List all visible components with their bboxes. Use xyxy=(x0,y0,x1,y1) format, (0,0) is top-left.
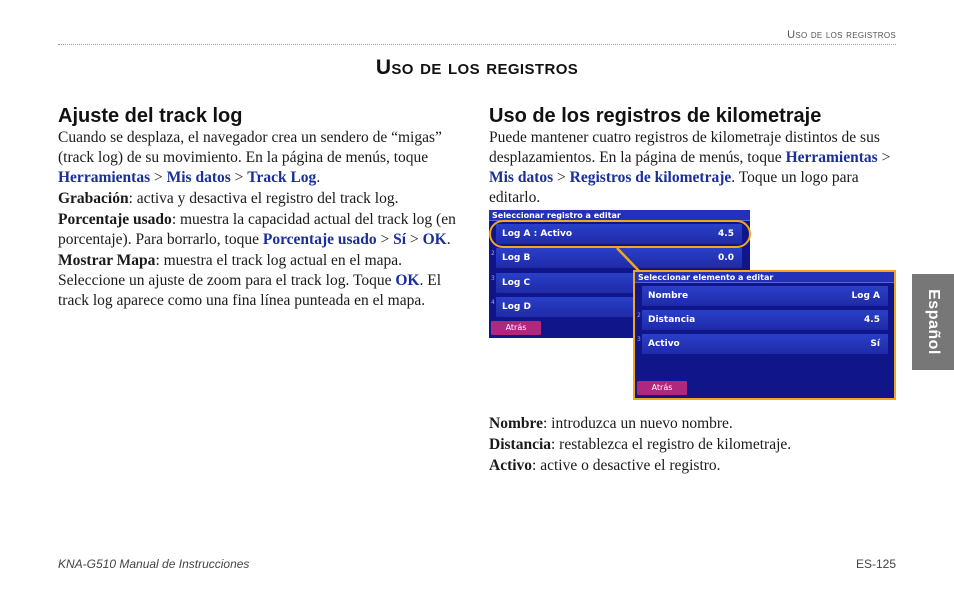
log-d-row[interactable]: Log D xyxy=(496,297,636,317)
path-herramientas: Herramientas xyxy=(58,169,151,186)
screen2-back-button[interactable]: Atrás xyxy=(637,381,687,395)
log-c-row[interactable]: Log C xyxy=(496,273,636,293)
left-column xyxy=(58,104,470,312)
porcentaje-item: Porcentaje usado: muestra la capacidad actual del track log (en porcentaje). Para borrarlo, toque Porcentaje usado > Sí > OK. xyxy=(58,211,456,248)
language-tab: Español xyxy=(912,274,954,370)
screen2-title: Seleccionar elemento a editar xyxy=(635,272,894,283)
path-track-log: Track Log xyxy=(247,169,317,186)
screen-select-log: Seleccionar registro a editar Log A : Activo 4.5 2 Log B 0.0 3 Log C 4 Log D Atrás xyxy=(489,210,750,338)
section-title: Uso de los registros xyxy=(375,56,579,79)
screen1-back-button[interactable]: Atrás xyxy=(491,321,541,335)
kilometraje-heading: Uso de los registros de kilometraje xyxy=(489,105,822,127)
screen1-title: Seleccionar registro a editar xyxy=(489,210,750,221)
running-header: Uso de los registros xyxy=(787,29,896,41)
nombre-item: Nombre: introduzca un nuevo nombre. xyxy=(489,415,733,432)
track-log-intro: Cuando se desplaza, el navegador crea un sendero de “migas” (track log) de su movimiento. En la página de menús, toque Herramientas > Mis datos > Track Log. xyxy=(58,129,442,186)
distancia-item: Distancia: restablezca el registro de kilometraje. xyxy=(489,436,792,453)
mostrar-mapa-item: Mostrar Mapa: muestra el track log actual en el mapa. Seleccione un ajuste de zoom para el track log. Toque OK. El track log aparece como una fina línea punteada en el mapa. xyxy=(58,252,442,309)
track-log-heading: Ajuste del track log xyxy=(58,105,243,127)
log-b-row[interactable]: Log B 0.0 xyxy=(496,248,742,268)
log-a-row[interactable]: Log A : Activo 4.5 xyxy=(496,224,742,244)
element-definitions xyxy=(489,414,901,477)
distancia-row[interactable]: Distancia 4.5 xyxy=(642,310,888,330)
activo-row[interactable]: Activo Sí xyxy=(642,334,888,354)
grabacion-item: Grabación: activa y desactiva el registro del track log. xyxy=(58,190,399,207)
activo-item: Activo: active o desactive el registro. xyxy=(489,457,721,474)
path-mis-datos: Mis datos xyxy=(166,169,231,186)
kilometraje-intro: Puede mantener cuatro registros de kilometraje distintos de sus desplazamientos. En la página de menús, toque Herramientas > Mis datos > Registros de kilometraje. Toque un logo para editarlo. xyxy=(489,129,891,206)
nombre-row[interactable]: Nombre Log A xyxy=(642,286,888,306)
right-column xyxy=(489,104,901,209)
log-a-highlight xyxy=(489,220,751,248)
header-rule xyxy=(58,44,896,45)
footer-manual-title: KNA-G510 Manual de Instrucciones xyxy=(58,557,250,571)
footer-page-number: ES-125 xyxy=(855,557,896,571)
screen-select-element: Seleccionar elemento a editar Nombre Log A 2 Distancia 4.5 3 Activo Sí Atrás xyxy=(633,270,896,400)
